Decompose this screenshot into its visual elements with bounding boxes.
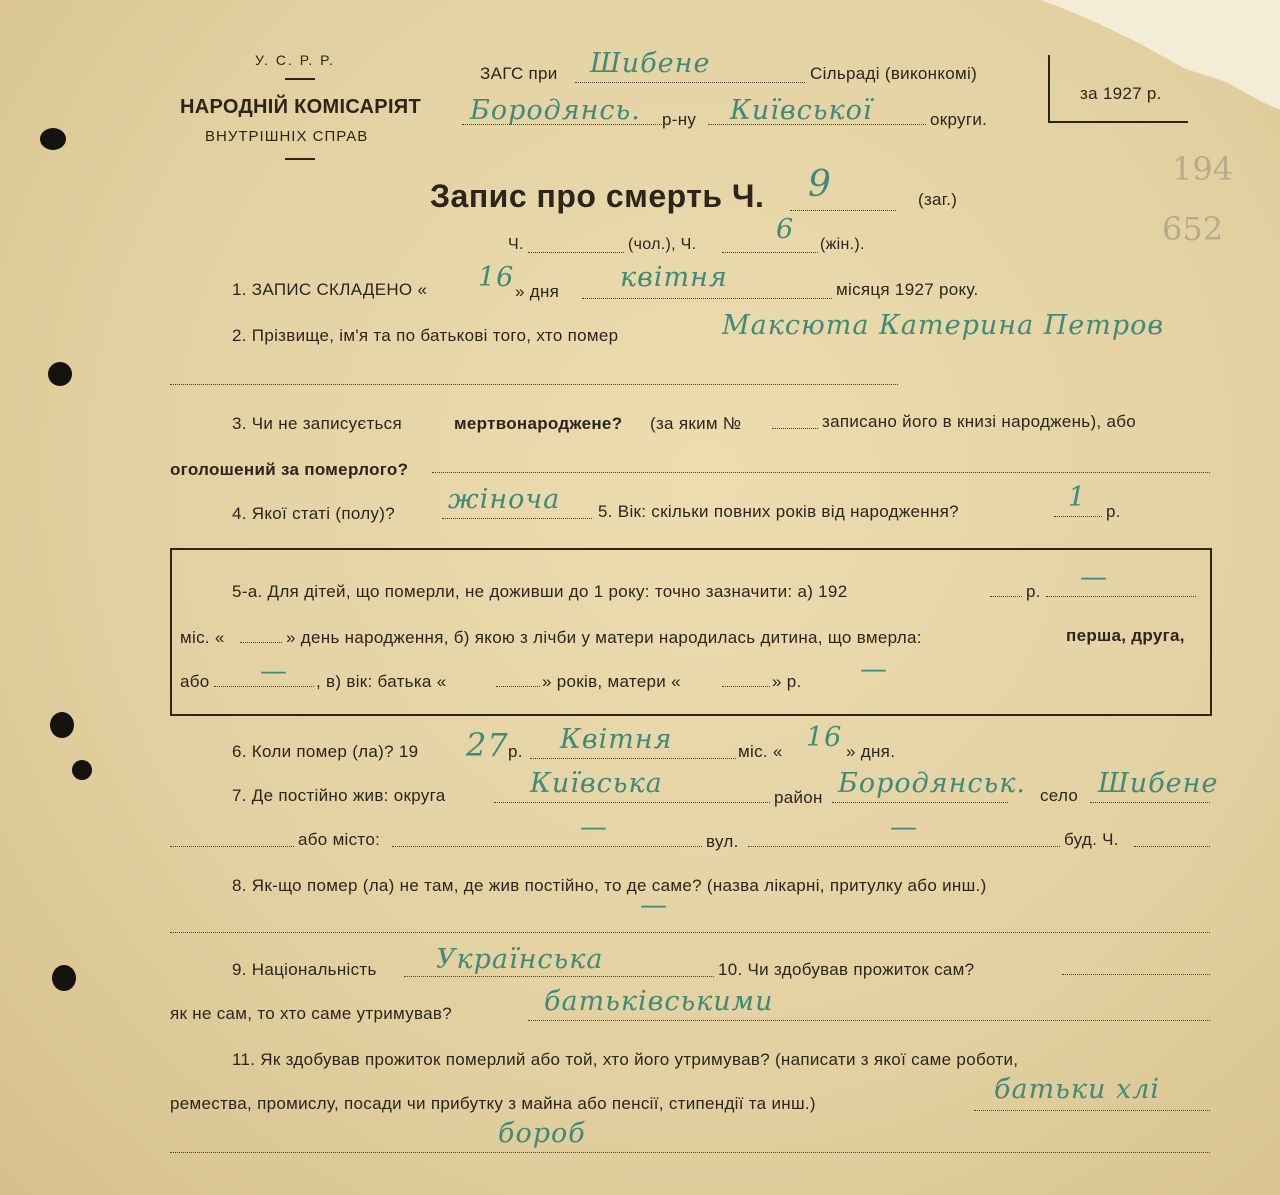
- line: [170, 932, 1210, 933]
- item5-label: 5. Вік: скільки повних років від народження?: [598, 502, 959, 521]
- line: [442, 518, 592, 519]
- item11-line1: 11. Як здобував прожиток померлий або той, хто його утримував? (написати з якої саме роботи,: [232, 1050, 1019, 1069]
- item3-line1: 3. Чи не записується: [232, 414, 402, 433]
- item11-value-1: батьки хлі: [994, 1074, 1161, 1105]
- item7-misto-label: або місто:: [298, 830, 381, 849]
- line: [790, 210, 896, 211]
- council-label: Сільраді (виконкомі): [810, 64, 978, 83]
- item5-age-value: 1: [1068, 482, 1087, 513]
- line: [404, 976, 714, 977]
- punch-hole: [50, 712, 74, 738]
- item5a-line3-end: » р.: [772, 672, 802, 691]
- item5a-dash: —: [260, 656, 288, 687]
- item5-age-unit: р.: [1106, 502, 1121, 521]
- line: [772, 428, 818, 429]
- republic-label: У. С. Р. Р.: [255, 52, 335, 68]
- line: [708, 124, 926, 125]
- okruha-label: округи.: [930, 110, 988, 129]
- item11-line2: ремества, промислу, посади чи прибутку з майна або пенсії, стипендії та инш.): [170, 1094, 816, 1113]
- record-title: Запис про смерть Ч.: [430, 178, 765, 214]
- item6-year-r: р.: [508, 742, 523, 761]
- item5a-dash: —: [860, 654, 888, 685]
- line: [582, 298, 832, 299]
- year-label: за 1927 р.: [1080, 84, 1162, 103]
- item1-month-label: місяця 1927 року.: [836, 280, 979, 299]
- item2-label: 2. Прізвище, ім'я та по батькові того, хто помер: [232, 326, 619, 345]
- female-count-value: 6: [776, 214, 795, 245]
- item1-day-value: 16: [478, 262, 515, 293]
- male-prefix: Ч.: [508, 236, 524, 253]
- line: [974, 1110, 1210, 1111]
- line: [722, 686, 770, 687]
- item5a-line3-start: або: [180, 672, 210, 691]
- line: [392, 846, 702, 847]
- line: [575, 82, 805, 83]
- item7-dash: —: [890, 812, 918, 843]
- punch-hole: [40, 128, 66, 150]
- line: [170, 1152, 1210, 1153]
- zags-label: ЗАГС при: [480, 64, 558, 83]
- header-rule: [285, 78, 315, 80]
- line: [1054, 516, 1102, 517]
- item4-label: 4. Якої статі (полу)?: [232, 504, 395, 523]
- line: [170, 384, 898, 385]
- line: [722, 252, 818, 253]
- item6-month-value: Квітня: [560, 724, 673, 755]
- okruha-value: Київської: [730, 95, 873, 126]
- line: [748, 846, 1060, 847]
- line: [530, 758, 736, 759]
- item8-dash: —: [640, 890, 668, 921]
- item6-label: 6. Коли помер (ла)? 19: [232, 742, 419, 761]
- item7-dash: —: [580, 812, 608, 843]
- item6-year-value: 27: [466, 726, 509, 764]
- archive-number: 652: [1162, 210, 1224, 248]
- line: [1090, 802, 1210, 803]
- zags-village-value: Шибене: [590, 48, 711, 79]
- commissariat-title: НАРОДНІЙ КОМІСАРІЯТ: [180, 96, 421, 118]
- item5a-dash: —: [1080, 562, 1108, 593]
- item8-label: 8. Як-що помер (ла) не там, де жив постійно, то де саме? (назва лікарні, притулку або инш.): [232, 876, 987, 895]
- line: [1046, 596, 1196, 597]
- district-value: Бородянсь.: [470, 95, 641, 126]
- item5a-line3-mid: , в) вік: батька «: [316, 672, 447, 691]
- line: [240, 642, 282, 643]
- item1-month-value: квітня: [620, 262, 728, 293]
- item9-nationality-value: Українська: [436, 944, 604, 975]
- item11-value-2: бороб: [498, 1118, 586, 1149]
- line: [990, 596, 1022, 597]
- line: [170, 846, 294, 847]
- item6-day-value: 16: [806, 722, 843, 753]
- line: [1062, 974, 1210, 975]
- line: [462, 124, 662, 125]
- item1-day-label: » дня: [515, 282, 560, 301]
- punch-hole: [52, 965, 76, 991]
- record-suffix: (заг.): [918, 190, 958, 209]
- item5a-line2-bold: перша, друга,: [1066, 626, 1185, 645]
- item10-support-label: як не сам, то хто саме утримував?: [170, 1004, 452, 1023]
- item4-gender-value: жіноча: [448, 484, 561, 515]
- item3-number-label: (за яким №: [650, 414, 742, 433]
- line: [528, 252, 624, 253]
- item5a-line2-mid: » день народження, б) якою з лічби у матери народилась дитина, що вмерла:: [286, 628, 922, 647]
- line: [1134, 846, 1210, 847]
- item7-bud-label: буд. Ч.: [1064, 830, 1119, 849]
- archive-number: 194: [1172, 150, 1234, 188]
- header-rule: [285, 158, 315, 160]
- department-title: ВНУТРІШНІХ СПРАВ: [205, 128, 369, 145]
- item5a-line1-r: р.: [1026, 582, 1041, 601]
- line: [432, 472, 1210, 473]
- line: [832, 802, 1008, 803]
- record-number: 9: [808, 164, 832, 205]
- item6-day-label: » дня.: [846, 742, 896, 761]
- punch-hole: [48, 362, 72, 386]
- year-box-rule: [1048, 55, 1050, 123]
- item7-selo-value: Шибене: [1098, 768, 1219, 799]
- item10-label: 10. Чи здобував прожиток сам?: [718, 960, 975, 979]
- item5a-line1: 5-а. Для дітей, що померли, не доживши до 1 року: точно зазначити: а) 192: [232, 582, 848, 601]
- item3-stillborn: мертвонароджене?: [454, 414, 623, 433]
- item7-okruha-value: Київська: [530, 768, 663, 799]
- item7-raion-value: Бородянськ.: [838, 768, 1026, 799]
- female-label: (жін.).: [820, 236, 865, 253]
- item3-line1-end: записано його в книзі народжень), або: [822, 412, 1137, 431]
- item6-month-label: міс. «: [738, 742, 783, 761]
- district-label: р-ну: [662, 110, 697, 129]
- item7-selo-label: село: [1040, 786, 1079, 805]
- item3-declared: оголошений за померлого?: [170, 460, 409, 479]
- punch-hole: [72, 760, 92, 780]
- item7-raion-label: район: [774, 788, 823, 807]
- item5a-line2-start: міс. «: [180, 628, 225, 647]
- line: [494, 802, 770, 803]
- line: [528, 1020, 1210, 1021]
- item1-label: 1. ЗАПИС СКЛАДЕНО «: [232, 280, 428, 299]
- item2-name-value: Максюта Катерина Петров: [722, 310, 1165, 341]
- item5a-line3-years: » років, матери «: [542, 672, 681, 691]
- male-label: (чол.), Ч.: [628, 236, 697, 253]
- item9-label: 9. Національність: [232, 960, 377, 979]
- item10-support-value: батьківськими: [544, 986, 774, 1017]
- item7-label: 7. Де постійно жив: округа: [232, 786, 446, 805]
- line: [496, 686, 540, 687]
- year-box-rule: [1048, 121, 1188, 123]
- item7-vul-label: вул.: [706, 832, 739, 851]
